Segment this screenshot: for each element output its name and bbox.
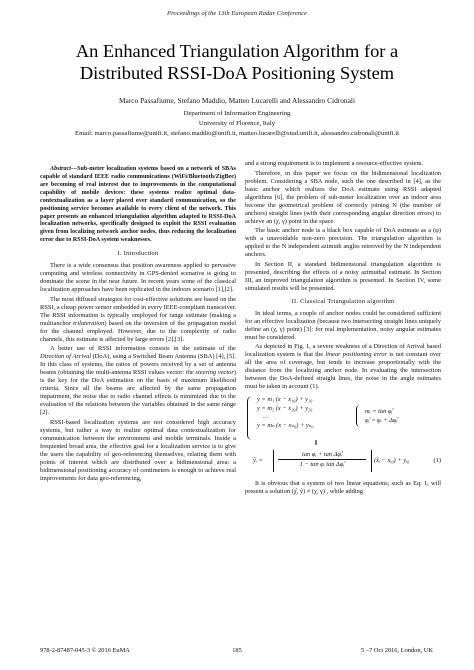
paragraph: As depicted in Fig. 1, a severe weakness of a Direction of Arrival based localization system is that the linear positioning error is not constant over all the area of coverage, but tends to increase proportionally with the distance from the localizing anchor node. In evaluating the intersection between the DoA-defined straight lines, the noise in the angle estimates must be taken in account (1).	[245, 343, 441, 390]
paragraph: In ideal terms, a couple of anchor nodes could be considered sufficient for an effective localization (because two intersecting straight lines uniquely define an (χ, γ) point) [3]: for real implementation, noisy angular estimates must be considered.	[245, 309, 441, 341]
equation-1: y = m₁ (x − x₁₀) + y₁₀ y = m₂ (x − x₂₀) + y₂₀ … y = mₙ (x − xₙ₀) + yₙ₀ mᵢ = tan φ̂ᵢ φ̂ᵢ = φᵢ + Δφ̂ᵢ ⇓ ŷᵢ = $\frac{\text{tan φᵢ + tan Δφ̂ᵢ}}{\text{1 − tan φᵢ tan Δφ̂ᵢ}}$ (x̂ᵢ − xᵢ₀) + yᵢ₀ (1)	[245, 395, 441, 477]
paragraph: The basic anchor node is a black box capable of DoA estimate as a (φ) with a unavoidable non-zero precision. The triangulation algorithm is applied to the N independent azimuth angles retreived by the N independent anchors.	[245, 227, 441, 258]
equation-number: (1)	[433, 457, 441, 464]
bracket-fraction	[273, 450, 372, 472]
title-line-2: Distributed RSSI-DoA Positioning System	[79, 63, 395, 83]
author-list: Marco Passafiume, Stefano Maddio, Matteo Lucarelli and Alessandro Cidronali	[118, 96, 356, 105]
fraction-denominator: 1 − tan φᵢ tan Δφ̂ᵢ	[299, 461, 345, 468]
affiliation-department: Department of Information Engineering	[183, 110, 291, 117]
footer-location: 5 –7 Oct 2016, London, UK	[361, 647, 433, 654]
abstract-label: Abstract	[50, 166, 71, 173]
paper-title	[20, 40, 454, 84]
paragraph: It is obvious that a system of two linear equations, such as Eq. 1, will present a solution (χ̂, ŷ) ≠ (χ, γ) , while adding	[245, 480, 441, 495]
paragraph: A better use of RSSI information consists in the estimate of the Direction of Arrival (DoA), using a Switched Beam Antenna (SBA) [4], [5]. In this class of systems, the ratios of powers received by a set of antenna beams (obtaining the multi-antenna RSSI values vector: the steering vector) is the key for the DoA estimation on the basis of maximum likelihood criteria. Since all the beams are affected by the same propagation impairment, the noise due to radio channel effects is minimized due to the evaluation of the relations between the variables obtained in the same range [2].	[40, 345, 236, 417]
abstract-text: —Sub-meter localization systems based on a network of SBAs capable of standard IEEE radio communications (WiFi/Bluetooth/ZigBee) are becoming of real interest due to improvements in the computational capability of mobile devices: these systems realize optimal data-contextualization as a layer placed over standard communication, so the positioning service becomes available to every client of the network. This paper presents an enhanced triangulation algorithm adapted to RSSI-DoA localization networks, specifically designed to exploit the RSSI evaluation given from localizing network anchor nodes, thus reducing the localization error due to RSSI-DoA system weaknesses.	[40, 166, 236, 244]
implies-arrow-icon: ⇓	[313, 439, 319, 447]
affiliation-university: University of Florence, Italy	[198, 120, 276, 128]
footer-page-number: 185	[232, 647, 242, 654]
abstract	[40, 166, 236, 245]
paragraph: and a strong requirement is to implement a resource-effective system.	[245, 160, 424, 167]
affiliation-block	[0, 109, 474, 140]
paragraph: The most diffused strategies for cost-effective solutions are based on the RSSI, a cheap power sensor embedded in every IEEE-compliant transceiver. The RSSI information is typically employed for range estimate (making a multianchor trilateration) based on the inversion of the propagation model for the channel employed. However, due to the complexity of radio channels, this estimate is affected by large errors [2],[3].	[40, 295, 236, 343]
section-heading-classical-triangulation: II. Classical Triangulation algorithm	[291, 297, 395, 305]
right-brace	[356, 405, 361, 427]
paragraph: Therefore, in this paper we focus on the bidimensional localization problem. Considering a SBA node, such the one described in [4], as the basic anchor which realizes the DoA estimate using RSSI adapted algorithms [6], the problem of sub-meter localization over an indoor area become the geometrical problem of correctly joining N (the number of anchors) straight lines (with their corresponding angular direction errors) to achieve an (χ, γ) point in the space.	[245, 169, 441, 225]
author-emails: Email: marco.passafiume@unifi.it, stefano.maddio@unifi.it, matteo.lucarelli@stud.unifi.it, alessandro.cidronali@unifi.it	[74, 130, 399, 138]
conference-header: Proceedings of the 13th European Radar Conference	[167, 10, 307, 17]
footer-isbn: 978-2-87487-045-3 © 2016 EuMA	[40, 647, 130, 654]
paragraph: There is a wide consensus that position awareness applied to pervasive computing and wireless connectivity in GPS-denied scenarios is going to dominate the scene in the near future. In recent years some of the classical localization approaches have been replicated in the indoors scenario [1],[2].	[40, 262, 236, 294]
left-brace	[247, 396, 253, 440]
equation-system-left: y = m₁ (x − x₁₀) + y₁₀ y = m₂ (x − x₂₀) + y₂₀ … y = mₙ (x − xₙ₀) + yₙ₀	[257, 396, 314, 429]
paragraph: In Section II, a standard bidimensional triangulation algorithm is presented, describing the effects of a noisy azimuthal estimate. In Section III, an improved triangulation algorithm is presented. In Section IV, some simulated results will be presented.	[245, 260, 441, 292]
paragraph: RSSI-based localization systems are not considered high accuracy systems, but rather a way to realize optimal data contextualization for communication between the environment and mobile terminals. Inside a frequented broad area, the effective goal for a localization service is to give the users the capability of geo-referencing themselves, relating them with points of interest which are distributed over a bidimensional area: a bidimensional positioning accuracy of centimeters is enough to achieve real improvements for data geo-referencing,	[40, 418, 236, 482]
equation-system-right: mᵢ = tan φ̂ᵢ φ̂ᵢ = φᵢ + Δφ̂ᵢ	[365, 408, 398, 424]
section-heading-introduction: I. Introduction	[117, 250, 159, 258]
title-line-1: An Enhanced Triangulation Algorithm for a	[75, 41, 399, 61]
fraction-numerator: tan φᵢ + tan Δφ̂ᵢ	[278, 450, 366, 460]
right-column	[245, 160, 441, 498]
left-column	[40, 160, 236, 484]
